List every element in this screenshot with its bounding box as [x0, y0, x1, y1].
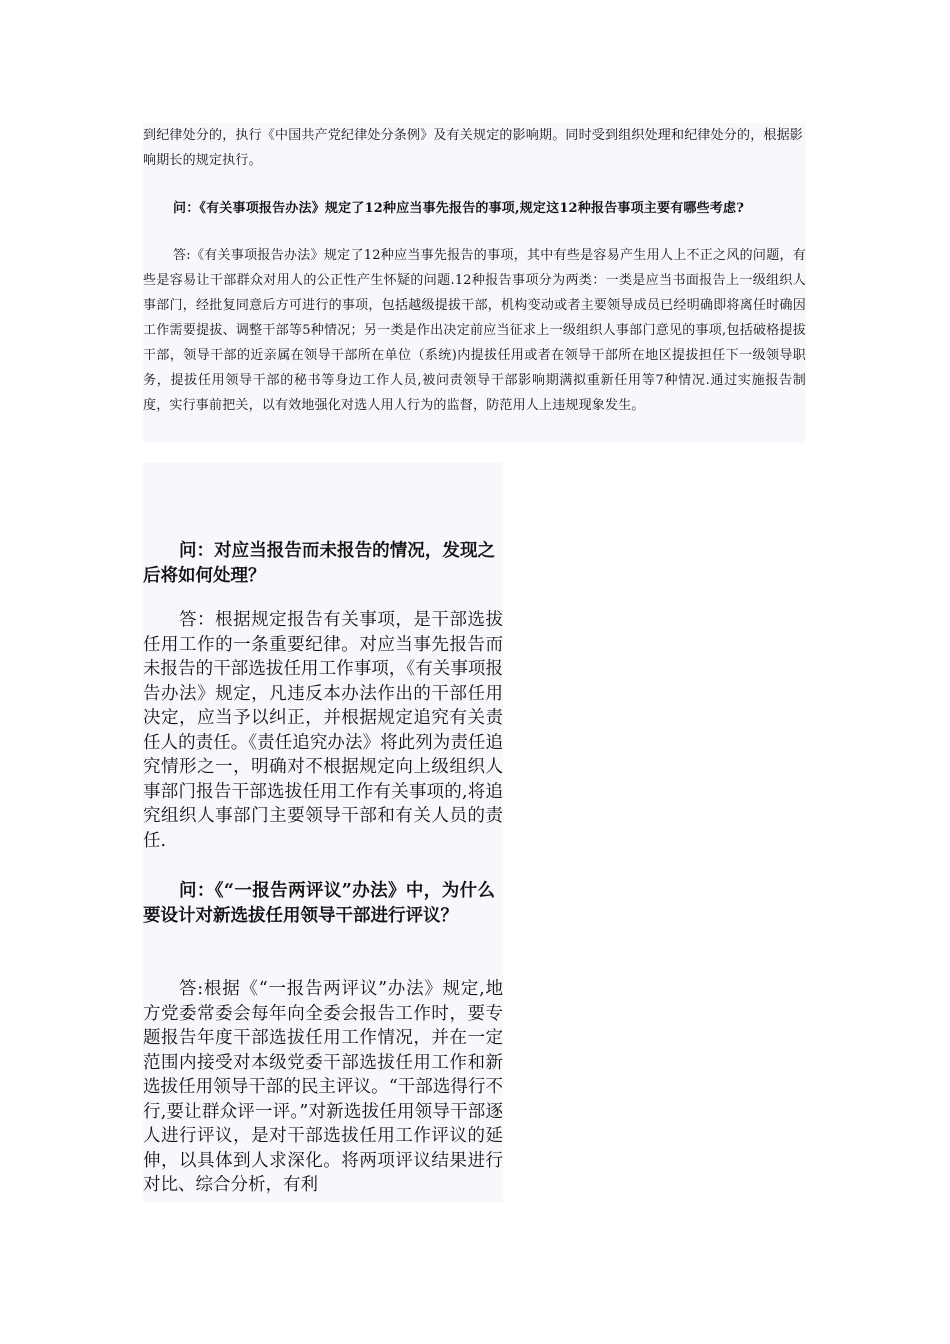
lead-paragraph: 到纪律处分的，执行《中国共产党纪律处分条例》及有关规定的影响期。同时受到组织处理和纪律处分的，根据影响期长的规定执行。: [143, 128, 804, 168]
top-text-block: [143, 123, 806, 443]
answer-evaluation-design: 答:根据《“一报告两评议”办法》规定,地方党委常委会每年向全委会报告工作时，要专题报告年度干部选拔任用工作情况，并在一定范围内接受对本级党委干部选拔任用工作和新选拔任用领导干部的民主评议。“干部选得行不行,要让群众评一评。”对新选拔任用领导干部逐人进行评议，是对干部选拔任用工作评议的延伸，以具体到人求深化。将两项评议结果进行对比、综合分析，有利: [143, 979, 503, 1195]
question-reporting-matters: 问：《有关事项报告办法》规定了12种应当事先报告的事项,规定这12种报告事项主要有哪些考虑?: [173, 201, 745, 216]
answer-reporting-matters: 答:《有关事项报告办法》规定了12种应当事先报告的事项，其中有些是容易产生用人上不正之风的问题，有些是容易让干部群众对用人的公正性产生怀疑的问题.12种报告事项分为两类：一类是应当书面报告上一级组织人事部门，经批复同意后方可进行的事项，包括越级提拔干部，机构变动或者主要领导成员已经明确即将离任时确因工作需要提拔、调整干部等5种情况；另一类是作出决定前应当征求上一级组织人事部门意见的事项,包括破格提拔干部，领导干部的近亲属在领导干部所在单位（系统)内提拔任用或者在领导干部所在地区提拔担任下一级领导职务，提拔任用领导干部的秘书等身边工作人员,被问责领导干部影响期满拟重新任用等7种情况.通过实施报告制度，实行事前把关，以有效地强化对选人用人行为的监督，防范用人上违规现象发生。: [143, 248, 806, 413]
bottom-text-block: [143, 463, 503, 1203]
question-evaluation-design: 问：《“一报告两评议”办法》中，为什么要设计对新选拔任用领导干部进行评议？: [143, 881, 495, 926]
question-unreported-cases: 问：对应当报告而未报告的情况，发现之后将如何处理？: [143, 541, 495, 586]
answer-unreported-cases: 答：根据规定报告有关事项，是干部选拔任用工作的一条重要纪律。对应当事先报告而未报告的干部选拔任用工作事项，《有关事项报告办法》规定，凡违反本办法作出的干部任用决定，应当予以纠正，并根据规定追究有关责任人的责任。《责任追究办法》将此列为责任追究情形之一，明确对不根据规定向上级组织人事部门报告干部选拔任用工作有关事项的,将追究组织人事部门主要领导干部和有关人员的责任.: [143, 610, 503, 851]
